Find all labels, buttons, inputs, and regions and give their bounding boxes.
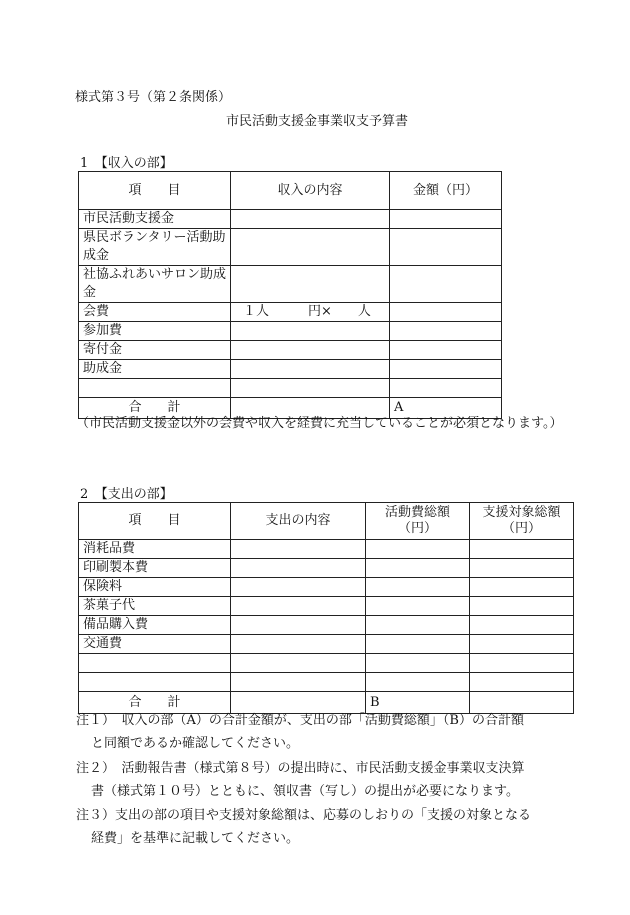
expense-content-cell: [231, 635, 366, 654]
expense-content-cell: [231, 578, 366, 597]
note-2: [76, 757, 576, 803]
expense-item: [79, 654, 231, 673]
expense-content-cell: [231, 559, 366, 578]
expense-support-cell: [470, 597, 574, 616]
expense-total-activity: B: [366, 692, 470, 714]
document-title: 市民活動支援金事業収支予算書: [226, 114, 409, 129]
income-item: 会費: [79, 303, 231, 322]
table-row: [79, 540, 574, 559]
expense-support-cell: [470, 635, 574, 654]
note-1: [76, 709, 576, 755]
expense-col-item: 項 目: [79, 503, 231, 540]
expense-item: 備品購入費: [79, 616, 231, 635]
expense-support-cell: [470, 559, 574, 578]
income-content: [231, 210, 390, 229]
expense-content-cell: [231, 597, 366, 616]
expense-support-cell: [470, 673, 574, 692]
expense-activity-cell: [366, 559, 470, 578]
income-content: [231, 266, 390, 303]
table-row: [79, 360, 502, 379]
expense-support-cell: [470, 578, 574, 597]
expense-item: [79, 673, 231, 692]
income-section-heading: 1 【収入の部】: [80, 156, 173, 171]
income-content: [231, 322, 390, 341]
expense-content-cell: [231, 654, 366, 673]
note-1-head: 注１） 収入の部（A）の合計金額が、支出の部「活動費総額」（B）の合計額: [76, 713, 524, 728]
table-row: [79, 654, 574, 673]
expense-content-cell: [231, 540, 366, 559]
income-content: [231, 360, 390, 379]
table-row: [79, 578, 574, 597]
expense-support-cell: [470, 616, 574, 635]
income-amount: [390, 379, 502, 398]
income-amount: [390, 229, 502, 266]
income-col-item: 項 目: [79, 172, 231, 210]
note-1-continuation: と同額であるか確認してください。: [91, 736, 300, 751]
table-row: [79, 303, 502, 322]
income-content: １人 円× 人: [231, 303, 390, 322]
expense-item: 茶菓子代: [79, 597, 231, 616]
expense-item: 印刷製本費: [79, 559, 231, 578]
income-content: [231, 229, 390, 266]
expense-activity-cell: [366, 540, 470, 559]
expense-content-cell: [231, 673, 366, 692]
expense-activity-cell: [366, 673, 470, 692]
income-amount: [390, 360, 502, 379]
table-row: [79, 673, 574, 692]
expense-col-content: 支出の内容: [231, 503, 366, 540]
income-amount: [390, 322, 502, 341]
note-2-head: 注２） 活動報告書（様式第８号）の提出時に、市民活動支援金事業収支決算: [76, 761, 525, 776]
note-3-head: 注３）支出の部の項目や支援対象総額は、応募のしおりの「支援の対象となる: [76, 808, 532, 823]
income-item: 社協ふれあいサロン助成金: [79, 266, 231, 303]
expense-section-heading: 2 【支出の部】: [80, 487, 173, 502]
income-table: [78, 171, 502, 419]
income-amount: [390, 266, 502, 303]
note-2-continuation: 書（様式第１０号）とともに、領収書（写し）の提出が必要になります。: [91, 784, 519, 799]
table-row: [79, 229, 502, 266]
expense-activity-cell: [366, 654, 470, 673]
expense-col-support: 支援対象総額（円）: [470, 503, 574, 540]
note-3-continuation: 経費」を基準に記載してください。: [91, 831, 300, 846]
income-amount: [390, 341, 502, 360]
income-content: [231, 341, 390, 360]
expense-col-activity: 活動費総額（円）: [366, 503, 470, 540]
income-content: [231, 379, 390, 398]
income-item: [79, 379, 231, 398]
income-item: 県民ボランタリー活動助成金: [79, 229, 231, 266]
table-row: [79, 379, 502, 398]
table-row: [79, 266, 502, 303]
expense-table: [78, 502, 574, 714]
expense-activity-cell: [366, 635, 470, 654]
income-item: 寄付金: [79, 341, 231, 360]
income-item: 助成金: [79, 360, 231, 379]
expense-support-cell: [470, 654, 574, 673]
income-total-amount: A: [390, 398, 502, 419]
table-row: [79, 341, 502, 360]
form-number: 様式第３号（第２条関係）: [75, 90, 232, 105]
expense-item: 消耗品費: [79, 540, 231, 559]
income-col-amount: 金額（円）: [390, 172, 502, 210]
income-total-label: 合 計: [79, 398, 231, 419]
income-amount: [390, 210, 502, 229]
table-row: [79, 616, 574, 635]
table-row: [79, 559, 574, 578]
table-row: [79, 635, 574, 654]
income-amount: [390, 303, 502, 322]
table-row: [79, 597, 574, 616]
expense-item: 交通費: [79, 635, 231, 654]
income-item: 市民活動支援金: [79, 210, 231, 229]
table-row: [79, 322, 502, 341]
note-3: [76, 804, 576, 850]
expense-activity-cell: [366, 597, 470, 616]
income-note: （市民活動支援金以外の会費や収入を経費に充当していることが必須となります。）: [76, 416, 563, 431]
table-row: [79, 210, 502, 229]
expense-activity-cell: [366, 616, 470, 635]
income-col-content: 収入の内容: [231, 172, 390, 210]
expense-total-label: 合 計: [79, 692, 231, 714]
income-item: 参加費: [79, 322, 231, 341]
expense-content-cell: [231, 616, 366, 635]
expense-item: 保険料: [79, 578, 231, 597]
expense-activity-cell: [366, 578, 470, 597]
expense-support-cell: [470, 540, 574, 559]
